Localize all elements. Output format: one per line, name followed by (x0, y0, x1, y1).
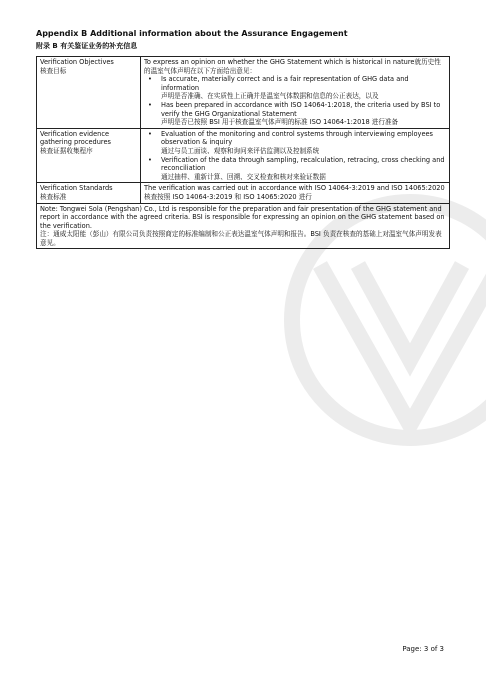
bullet-text-zh: 声明是否准确、在实质性上正确并是温室气体数据和信息的公正表达，以及 (161, 92, 379, 101)
bullet-icon: • (148, 100, 152, 109)
row-label-zh: 核查标准 (40, 192, 67, 201)
row-label (37, 57, 141, 129)
list-item (144, 101, 447, 127)
procedures-list (144, 130, 447, 182)
bullet-icon: • (148, 155, 152, 164)
bullet-text-en: Is accurate, materially correct and is a fair representation of GHG data and information (161, 75, 409, 92)
bullet-text-zh: 声明是否已按照 BSI 用于核查温室气体声明的标准 ISO 14064-1:2018 进行准备 (161, 118, 399, 127)
list-item (144, 156, 447, 182)
bullet-icon: • (148, 129, 152, 138)
list-item (144, 130, 447, 156)
bullet-text-zh: 通过抽样、重新计算、回溯、交叉检查和核对来验证数据 (161, 172, 326, 181)
note-text-en: Note: Tongwei Sola (Pengshan) Co., Ltd is responsible for the preparation and fair presentation of the GHG statement and report in accordance with the agreed criteria. BSI is responsible for expressing an opinion on the GHG statement based on the verification. (40, 204, 445, 230)
row-label-en: Verification Standards (40, 184, 113, 193)
bullet-text-en: Evaluation of the monitoring and control systems through interviewing employees observation & inquiry (161, 129, 433, 147)
row-label (37, 128, 141, 183)
table-row-note (37, 203, 450, 249)
list-item (144, 75, 447, 101)
row-content (141, 57, 450, 129)
standards-text-zh: 核查按照 ISO 14064-3:2019 和 ISO 14065:2020 进行 (144, 192, 312, 201)
page-number: Page: 3 of 3 (402, 645, 444, 653)
table-row-procedures (37, 128, 450, 183)
row-content (141, 128, 450, 183)
standards-text-en: The verification was carried out in accordance with ISO 14064-3:2019 and ISO 14065:2020 (144, 184, 445, 193)
bullet-text-en: Verification of the data through sampling, recalculation, retracing, cross checking and reconciliation (161, 155, 445, 173)
bullet-text-en: Has been prepared in accordance with ISO 14064-1:2018, the criteria used by BSI to verify the GHG Organizational Statement (161, 100, 441, 118)
objectives-intro-zh: 就历史性的温室气体声明在以下方面给出意见： (144, 58, 441, 75)
note-text-zh: 注：通威太阳能（彭山）有限公司负责按照商定的标准编制和公正表达温室气体声明和报告。BSI 负责在核查的基础上对温室气体声明发表意见。 (40, 230, 442, 247)
row-content (141, 183, 450, 203)
table-row-standards (37, 183, 450, 203)
objectives-intro-en: To express an opinion on whether the GHG Statement which is historical in nature (144, 58, 415, 66)
bullet-icon: • (148, 75, 152, 84)
bullet-text-zh: 通过与员工面谈、观察和询问来评估监测以及控制系统 (161, 146, 320, 155)
appendix-title-zh: 附录 B 有关鉴证业务的补充信息 (36, 42, 138, 50)
appendix-title: Appendix B Additional information about the Assurance Engagement (36, 29, 348, 38)
row-label-en: Verification Objectives (40, 58, 114, 66)
row-label-zh: 核查目标 (40, 66, 67, 75)
row-label-en: Verification evidence gathering procedures (40, 129, 111, 147)
table-row-objectives (37, 57, 450, 129)
note-cell (37, 203, 450, 249)
row-label (37, 183, 141, 203)
assurance-table (36, 56, 450, 249)
row-label-zh: 核查证据收集程序 (40, 146, 93, 155)
objectives-list (144, 75, 447, 127)
